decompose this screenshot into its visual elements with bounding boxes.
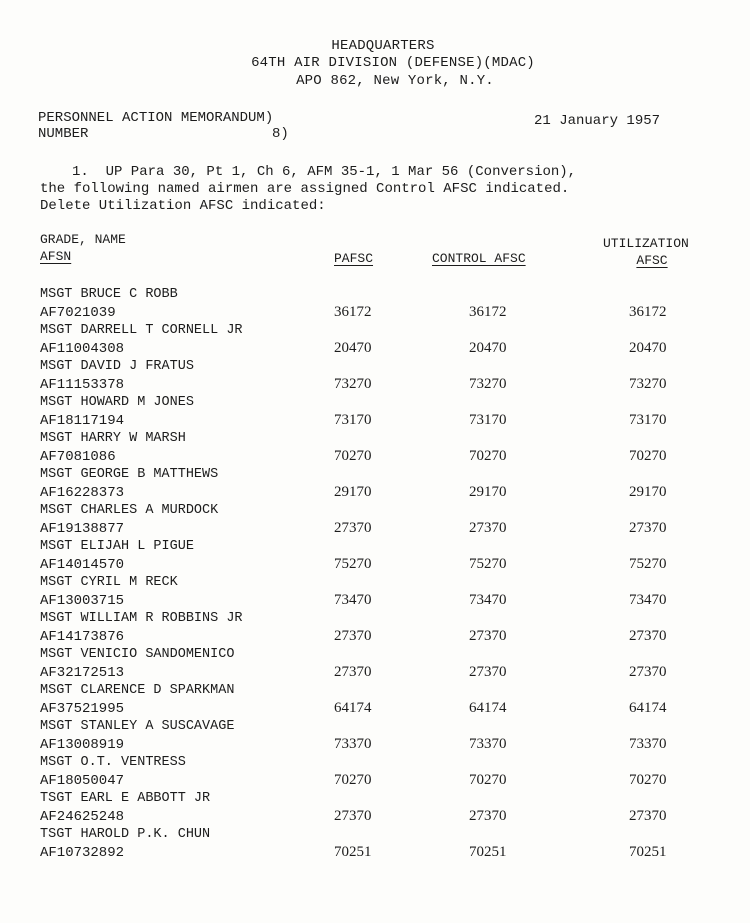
airman-name: MSGT DARRELL T CORNELL JR: [40, 323, 243, 338]
airman-name: MSGT CHARLES A MURDOCK: [40, 503, 219, 518]
airman-pafsc: 70270: [334, 448, 372, 464]
memo-number-value: 8): [272, 126, 289, 142]
airman-afsn: AF10732892: [40, 845, 125, 861]
airman-row: [0, 719, 750, 755]
airman-pafsc: 64174: [334, 700, 372, 716]
airman-afsn: AF11153378: [40, 377, 125, 393]
airman-row: [0, 683, 750, 719]
airman-control-afsc: 73370: [469, 736, 507, 752]
airman-row: [0, 755, 750, 791]
airman-pafsc: 27370: [334, 520, 372, 536]
airman-row: [0, 539, 750, 575]
airman-row: [0, 395, 750, 431]
airman-name: TSGT HAROLD P.K. CHUN: [40, 827, 211, 842]
airman-row: [0, 647, 750, 683]
column-header-utilization: UTILIZATION: [603, 236, 689, 251]
airman-utilization-afsc: 70270: [629, 448, 667, 464]
airman-afsn: AF16228373: [40, 485, 125, 501]
airman-control-afsc: 70251: [469, 844, 507, 860]
airman-afsn: AF19138877: [40, 521, 125, 537]
airman-afsn: AF24625248: [40, 809, 125, 825]
airman-control-afsc: 75270: [469, 556, 507, 572]
airman-afsn: AF37521995: [40, 701, 125, 717]
airman-name: MSGT VENICIO SANDOMENICO: [40, 647, 235, 662]
airman-pafsc: 20470: [334, 340, 372, 356]
airman-control-afsc: 27370: [469, 520, 507, 536]
airman-control-afsc: 27370: [469, 664, 507, 680]
airman-utilization-afsc: 29170: [629, 484, 667, 500]
paragraph-line-2: the following named airmen are assigned Control AFSC indicated.: [40, 181, 570, 197]
airman-control-afsc: 27370: [469, 628, 507, 644]
airman-utilization-afsc: 70251: [629, 844, 667, 860]
airman-control-afsc: 70270: [469, 448, 507, 464]
airman-pafsc: 70251: [334, 844, 372, 860]
column-header-grade-name: GRADE, NAME: [40, 232, 126, 247]
header-apo: APO 862, New York, N.Y.: [296, 73, 494, 89]
airman-utilization-afsc: 27370: [629, 808, 667, 824]
airman-utilization-afsc: 75270: [629, 556, 667, 572]
airman-control-afsc: 70270: [469, 772, 507, 788]
airman-control-afsc: 73470: [469, 592, 507, 608]
airman-utilization-afsc: 27370: [629, 520, 667, 536]
airman-row: [0, 791, 750, 827]
airman-utilization-afsc: 20470: [629, 340, 667, 356]
airman-afsn: AF11004308: [40, 341, 125, 357]
airman-row: [0, 359, 750, 395]
airman-afsn: AF13003715: [40, 593, 125, 609]
column-header-afsn: AFSN: [40, 249, 72, 264]
airman-name: MSGT CLARENCE D SPARKMAN: [40, 683, 235, 698]
airman-control-afsc: 36172: [469, 304, 507, 320]
memo-title: PERSONNEL ACTION MEMORANDUM): [38, 110, 274, 126]
airman-utilization-afsc: 36172: [629, 304, 667, 320]
airman-pafsc: 27370: [334, 628, 372, 644]
airman-pafsc: 73370: [334, 736, 372, 752]
memo-date: 21 January 1957: [534, 113, 661, 129]
airman-control-afsc: 73170: [469, 412, 507, 428]
airman-pafsc: 27370: [334, 664, 372, 680]
airman-row: [0, 287, 750, 323]
airman-row: [0, 467, 750, 503]
airman-control-afsc: 29170: [469, 484, 507, 500]
airman-afsn: AF14014570: [40, 557, 125, 573]
airman-pafsc: 73270: [334, 376, 372, 392]
airman-afsn: AF14173876: [40, 629, 125, 645]
airman-afsn: AF7021039: [40, 305, 116, 321]
airman-name: MSGT HOWARD M JONES: [40, 395, 194, 410]
airman-name: TSGT EARL E ABBOTT JR: [40, 791, 211, 806]
airman-control-afsc: 27370: [469, 808, 507, 824]
airman-pafsc: 70270: [334, 772, 372, 788]
paragraph-line-3: Delete Utilization AFSC indicated:: [40, 198, 326, 214]
airman-name: MSGT BRUCE C ROBB: [40, 287, 178, 302]
memo-number-label: NUMBER: [38, 126, 89, 142]
airman-utilization-afsc: 64174: [629, 700, 667, 716]
airman-name: MSGT STANLEY A SUSCAVAGE: [40, 719, 235, 734]
airman-pafsc: 73170: [334, 412, 372, 428]
airman-name: MSGT CYRIL M RECK: [40, 575, 178, 590]
airman-afsn: AF7081086: [40, 449, 116, 465]
airman-utilization-afsc: 73370: [629, 736, 667, 752]
airman-utilization-afsc: 70270: [629, 772, 667, 788]
airman-utilization-afsc: 73270: [629, 376, 667, 392]
airman-name: MSGT DAVID J FRATUS: [40, 359, 194, 374]
airman-name: MSGT WILLIAM R ROBBINS JR: [40, 611, 243, 626]
airman-pafsc: 75270: [334, 556, 372, 572]
airman-pafsc: 36172: [334, 304, 372, 320]
airman-afsn: AF18050047: [40, 773, 125, 789]
airman-utilization-afsc: 73470: [629, 592, 667, 608]
column-header-pafsc: PAFSC: [334, 251, 374, 266]
airman-control-afsc: 64174: [469, 700, 507, 716]
airman-name: MSGT HARRY W MARSH: [40, 431, 186, 446]
airman-utilization-afsc: 27370: [629, 628, 667, 644]
airman-row: [0, 575, 750, 611]
airman-pafsc: 73470: [334, 592, 372, 608]
airman-row: [0, 611, 750, 647]
airman-utilization-afsc: 73170: [629, 412, 667, 428]
airman-pafsc: 29170: [334, 484, 372, 500]
airman-utilization-afsc: 27370: [629, 664, 667, 680]
airman-control-afsc: 20470: [469, 340, 507, 356]
column-header-control-afsc: CONTROL AFSC: [432, 251, 526, 266]
airman-row: [0, 827, 750, 863]
airman-name: MSGT GEORGE B MATTHEWS: [40, 467, 219, 482]
header-division: 64TH AIR DIVISION (DEFENSE)(MDAC): [251, 55, 535, 71]
airman-name: MSGT ELIJAH L PIGUE: [40, 539, 194, 554]
airman-pafsc: 27370: [334, 808, 372, 824]
airman-row: [0, 431, 750, 467]
airman-afsn: AF18117194: [40, 413, 125, 429]
paragraph-line-1: 1. UP Para 30, Pt 1, Ch 6, AFM 35-1, 1 Mar 56 (Conversion),: [72, 164, 577, 180]
column-header-utilization-afsc: AFSC: [636, 253, 668, 268]
airman-control-afsc: 73270: [469, 376, 507, 392]
airman-afsn: AF13008919: [40, 737, 125, 753]
airman-row: [0, 323, 750, 359]
airman-row: [0, 503, 750, 539]
header-headquarters: HEADQUARTERS: [331, 38, 435, 54]
airman-afsn: AF32172513: [40, 665, 125, 681]
airman-name: MSGT O.T. VENTRESS: [40, 755, 186, 770]
